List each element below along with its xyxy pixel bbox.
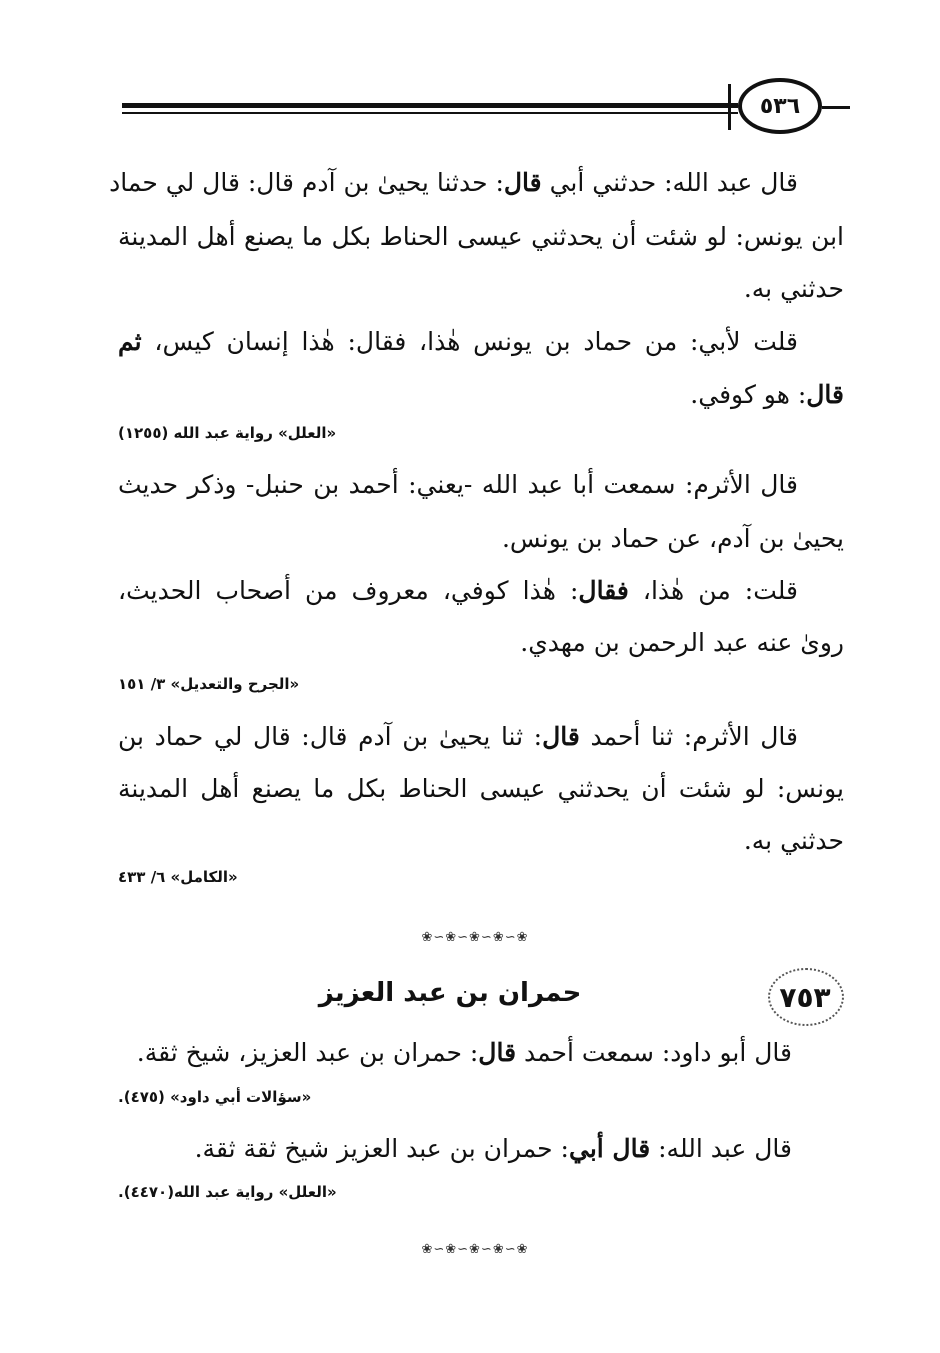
text-line: قال عبد الله: قال أبي: حمران بن عبد العزيز شيخ ثقة ثقة.	[194, 1134, 792, 1163]
text-line: يونس: لو شئت أن يحدثني عيسى الحناط بكل ما يصنع أهل المدينة	[118, 774, 844, 803]
entry-title: حمران بن عبد العزيز	[318, 978, 582, 1008]
section-ornament: ❀∽❀∽❀∽❀∽❀	[421, 1242, 529, 1254]
text-line: قال: هو كوفي.	[690, 380, 844, 409]
book-page: ٥٣٦ قال عبد الله: حدثني أبي قال: حدثنا يحيىٰ بن آدم قال: قال لي حماد ابن يونس: لو شئت أن يحدثني عيسى الحناط بكل ما يصنع أهل المدينة حدثني به. قلت لأبي: من حماد بن يونس هٰذا، فقال: هٰذا إنسان كيس، ثم قال: هو كوفي. «العلل» رواية عبد الله (١٢٥٥) قال الأثرم: سمعت أبا عبد الله -يعني: أحمد بن حنبل- وذكر حديث يحيىٰ بن آدم، عن حماد بن يونس. قلت: من هٰذا، فقال: هٰذا كوفي، معروف من أصحاب الحديث، روىٰ عنه عبد الرحمن بن مهدي. «الجرح والتعديل» ٣/ ١٥١ قال الأثرم: ثنا أحمد قال: ثنا يحيىٰ بن آدم قال: قال لي حماد بن يونس: لو شئت أن يحدثني عيسى الحناط بكل ما يصنع أهل المدينة حدثني به. «الكامل» ٦/ ٤٣٣ ❀∽❀∽❀∽❀∽❀ ٧٥٣ حمران بن عبد العزيز قال أبو داود: سمعت أحمد قال: حمران بن عبد العزيز، شيخ ثقة. «سؤالات أبي داود» (٤٧٥). قال عبد الله: قال أبي: حمران بن عبد العزيز شيخ ثقة ثقة. «العلل» رواية عبد الله(٤٤٧٠). ❀∽❀∽❀∽❀∽❀	[0, 0, 940, 1353]
text-line: قال أبو داود: سمعت أحمد قال: حمران بن عبد العزيز، شيخ ثقة.	[136, 1038, 792, 1067]
page-number: ٥٣٦	[738, 78, 822, 134]
text-line: قال الأثرم: ثنا أحمد قال: ثنا يحيىٰ بن آدم قال: قال لي حماد بن	[118, 722, 798, 751]
text-line: حدثني به.	[743, 826, 844, 855]
text-line: قلت: من هٰذا، فقال: هٰذا كوفي، معروف من أصحاب الحديث،	[118, 576, 798, 605]
section-ornament: ❀∽❀∽❀∽❀∽❀	[421, 930, 529, 942]
text-line: روىٰ عنه عبد الرحمن بن مهدي.	[520, 628, 844, 657]
header-rule-thin	[122, 112, 738, 114]
text-line: قلت لأبي: من حماد بن يونس هٰذا، فقال: هٰذا إنسان كيس، ثم	[118, 327, 798, 356]
text-line: حدثني به.	[743, 274, 844, 303]
text-line: قال عبد الله: حدثني أبي قال: حدثنا يحيىٰ بن آدم قال: قال لي حماد	[109, 168, 798, 197]
header-rule-thick	[122, 103, 738, 108]
entry-number: ٧٥٣	[779, 980, 831, 1014]
text-line: قال الأثرم: سمعت أبا عبد الله -يعني: أحمد بن حنبل- وذكر حديث	[118, 470, 798, 499]
header-rule-tail	[822, 106, 850, 109]
text-line: يحيىٰ بن آدم، عن حماد بن يونس.	[501, 524, 844, 553]
text-line: ابن يونس: لو شئت أن يحدثني عيسى الحناط بكل ما يصنع أهل المدينة	[118, 222, 844, 251]
